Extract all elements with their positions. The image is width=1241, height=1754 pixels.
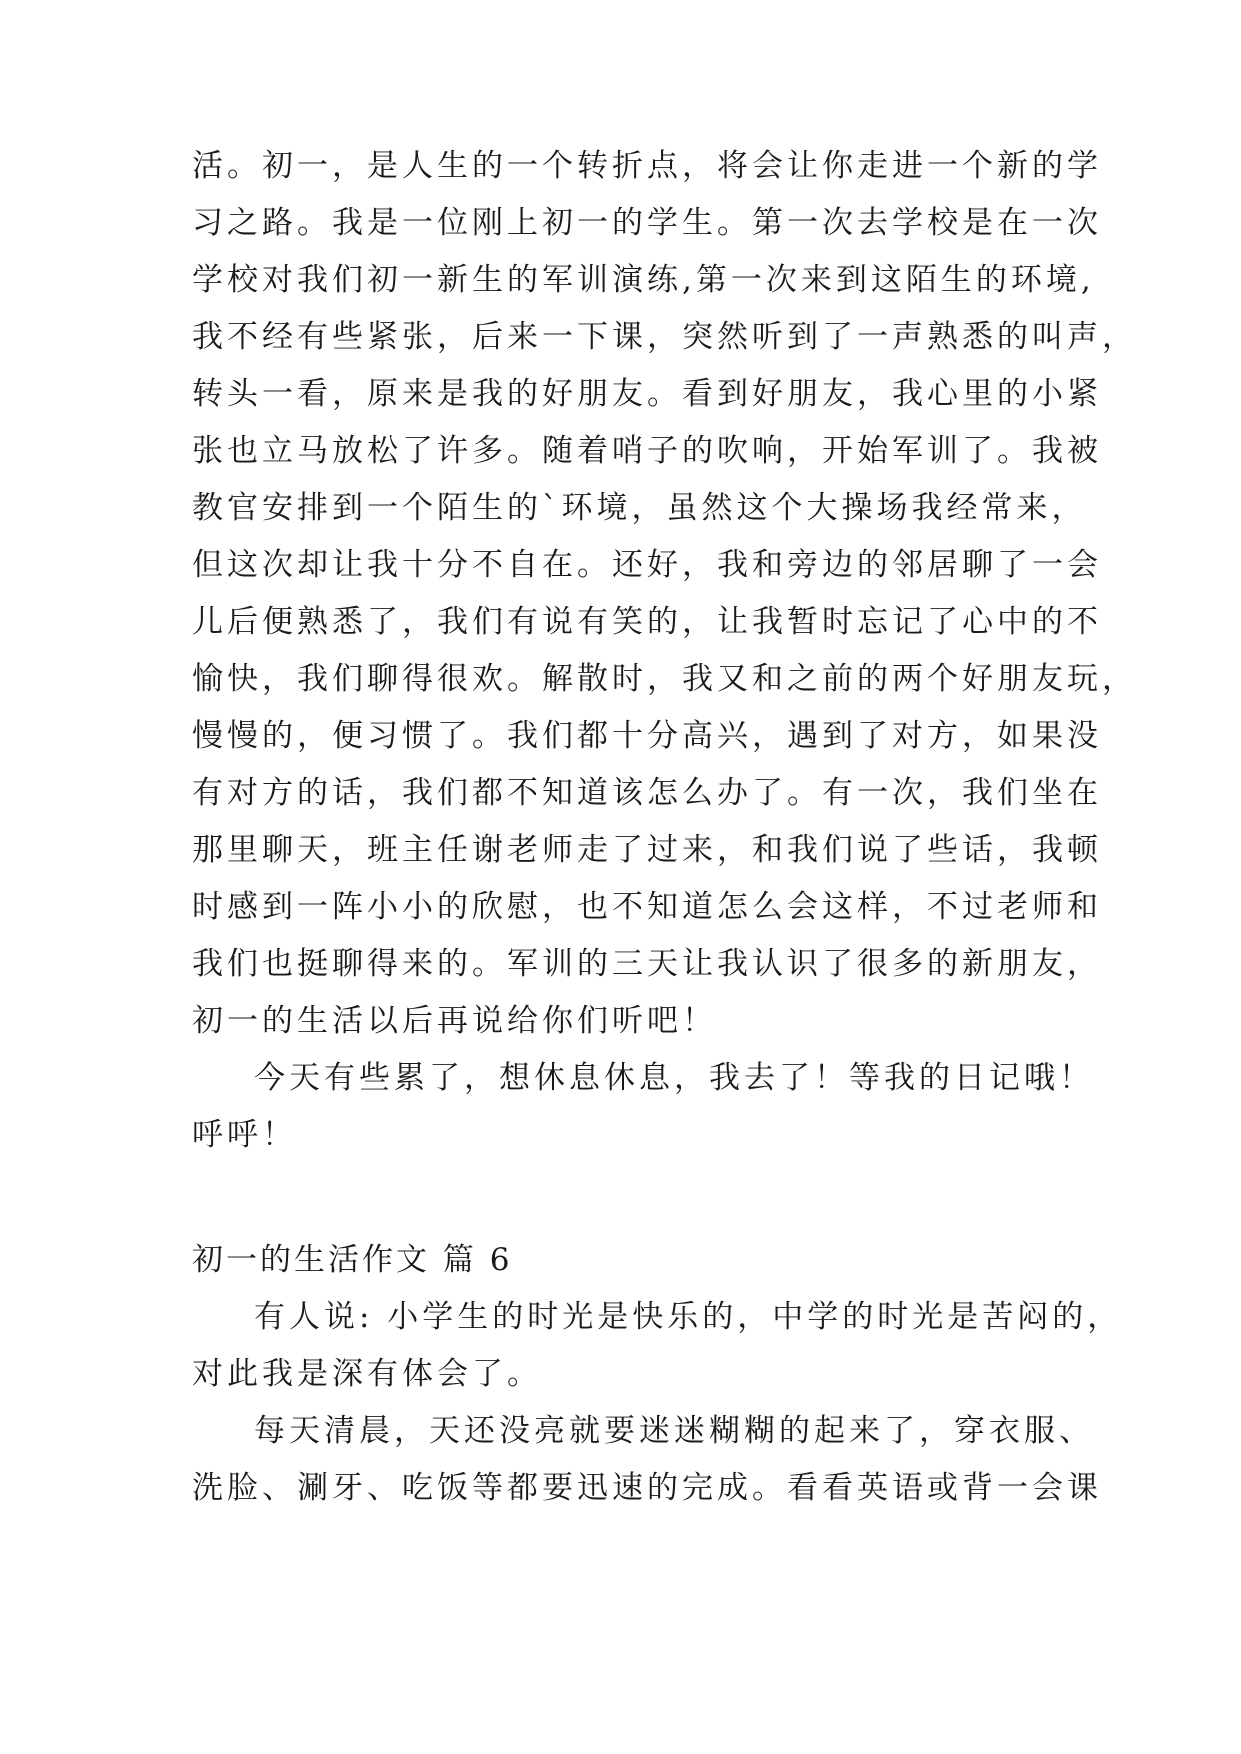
section-heading: 初一的生活作文 篇 6 bbox=[192, 1242, 513, 1278]
paragraph-1-line-1: 活。初一，是人生的一个转折点，将会让你走进一个新的学 bbox=[192, 148, 1102, 184]
paragraph-1-line-16: 初一的生活以后再说给你们听吧！ bbox=[192, 1003, 717, 1039]
paragraph-1-line-5: 转头一看，原来是我的好朋友。看到好朋友，我心里的小紧 bbox=[192, 376, 1102, 412]
paragraph-1-line-3: 学校对我们初一新生的军训演练,第一次来到这陌生的环境, bbox=[192, 262, 1095, 298]
paragraph-1-line-14: 时感到一阵小小的欣慰，也不知道怎么会这样，不过老师和 bbox=[192, 889, 1102, 925]
paragraph-1-line-11: 慢慢的，便习惯了。我们都十分高兴，遇到了对方，如果没 bbox=[192, 718, 1102, 754]
paragraph-2-line-1: 今天有些累了，想休息休息，我去了！等我的日记哦！ bbox=[254, 1060, 1094, 1096]
paragraph-4-line-2: 洗脸、涮牙、吃饭等都要迅速的完成。看看英语或背一会课 bbox=[192, 1470, 1102, 1506]
paragraph-3-line-2: 对此我是深有体会了。 bbox=[192, 1356, 542, 1392]
paragraph-1-line-12: 有对方的话，我们都不知道该怎么办了。有一次，我们坐在 bbox=[192, 775, 1102, 811]
paragraph-1-line-13: 那里聊天，班主任谢老师走了过来，和我们说了些话，我顿 bbox=[192, 832, 1102, 868]
paragraph-1-line-8: 但这次却让我十分不自在。还好，我和旁边的邻居聊了一会 bbox=[192, 547, 1102, 583]
paragraph-1-line-6: 张也立马放松了许多。随着哨子的吹响，开始军训了。我被 bbox=[192, 433, 1102, 469]
paragraph-2-line-2: 呼呼！ bbox=[192, 1117, 297, 1153]
paragraph-4-line-1: 每天清晨，天还没亮就要迷迷糊糊的起来了，穿衣服、 bbox=[254, 1413, 1094, 1449]
paragraph-1-line-10: 愉快，我们聊得很欢。解散时，我又和之前的两个好朋友玩， bbox=[192, 661, 1137, 697]
paragraph-3-line-1: 有人说: 小学生的时光是快乐的，中学的时光是苦闷的， bbox=[254, 1299, 1123, 1335]
paragraph-1-line-9: 儿后便熟悉了，我们有说有笑的，让我暂时忘记了心中的不 bbox=[192, 604, 1102, 640]
paragraph-1-line-2: 习之路。我是一位刚上初一的学生。第一次去学校是在一次 bbox=[192, 205, 1102, 241]
paragraph-1-line-7: 教官安排到一个陌生的`环境，虽然这个大操场我经常来， bbox=[192, 490, 1087, 526]
paragraph-1-line-4: 我不经有些紧张，后来一下课，突然听到了一声熟悉的叫声， bbox=[192, 319, 1137, 355]
paragraph-1-line-15: 我们也挺聊得来的。军训的三天让我认识了很多的新朋友， bbox=[192, 946, 1102, 982]
